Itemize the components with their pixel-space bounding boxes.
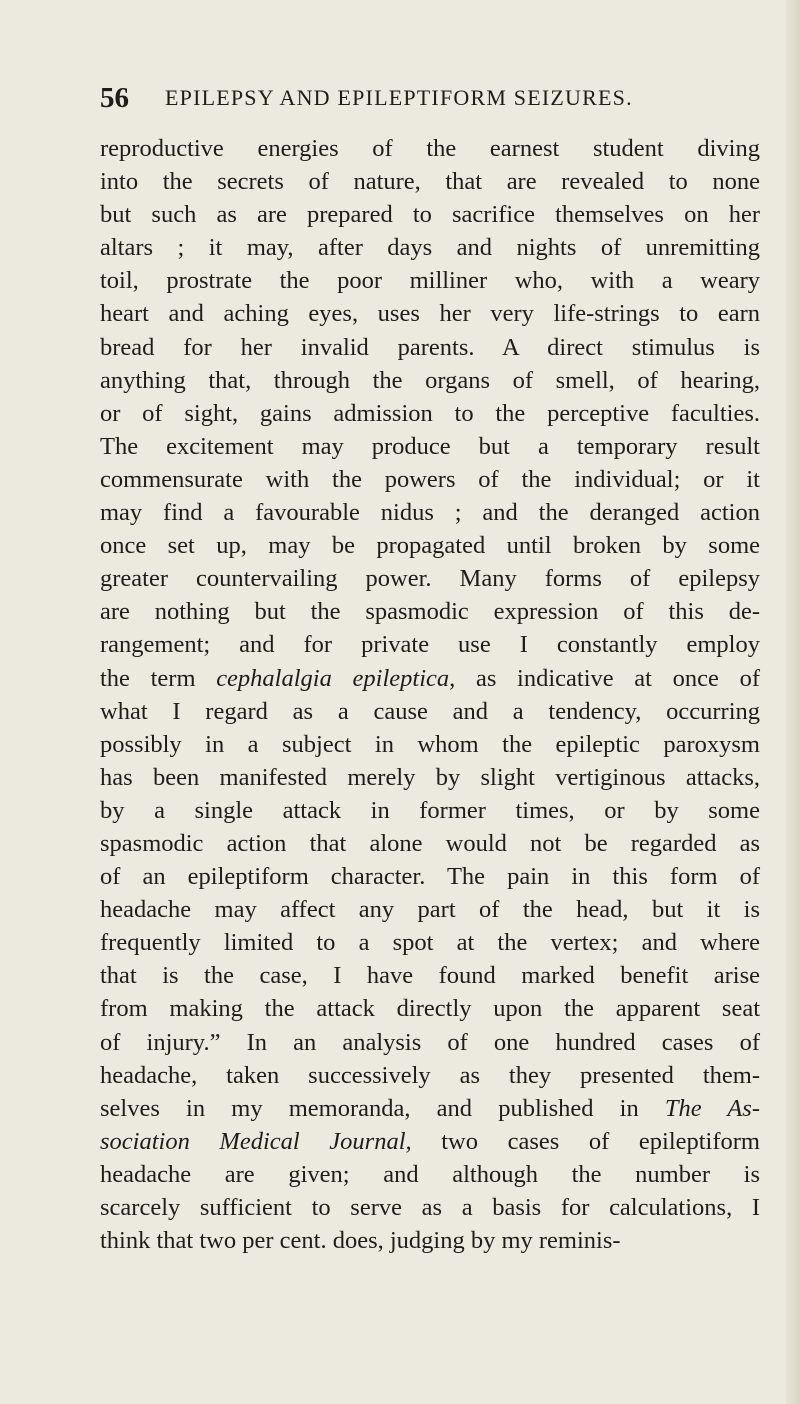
text-line: heart and aching eyes, uses her very life-strings to earn — [100, 300, 760, 328]
text-line — [100, 1092, 760, 1125]
text-line: or of sight, gains admission to the perceptive faculties. — [100, 399, 760, 427]
text-run: selves in my memoranda, and published in — [100, 1094, 665, 1122]
text-line: bread for her invalid parents. A direct stimulus is — [100, 333, 760, 361]
text-line: from making the attack directly upon the apparent seat — [100, 995, 760, 1023]
text-line: headache may affect any part of the head, but it is — [100, 896, 760, 924]
text-line: may find a favourable nidus ; and the deranged action — [100, 499, 760, 527]
text-line — [100, 662, 760, 695]
text-line: greater countervailing power. Many forms of epilepsy — [100, 565, 760, 593]
page-number: 56 — [100, 82, 129, 114]
text-line: but such as are prepared to sacrifice themselves on her — [100, 201, 760, 229]
page-header — [100, 78, 760, 118]
text-line: once set up, may be propagated until broken by some — [100, 532, 760, 560]
text-line: are nothing but the spasmodic expression of this de- — [100, 598, 760, 626]
page-edge — [786, 0, 800, 1404]
text-line: commensurate with the powers of the individual; or it — [100, 465, 760, 493]
text-line: of injury.” In an analysis of one hundred cases of — [100, 1028, 760, 1056]
text-line: what I regard as a cause and a tendency, occurring — [100, 697, 760, 725]
text-line — [100, 1125, 760, 1158]
text-line: The excitement may produce but a temporary result — [100, 432, 760, 460]
text-line: of an epileptiform character. The pain in this form of — [100, 863, 760, 891]
text-line: headache, taken successively as they presented them- — [100, 1061, 760, 1089]
running-head: EPILEPSY AND EPILEPTIFORM SEIZURES. — [165, 85, 633, 110]
text-line: altars ; it may, after days and nights of unremitting — [100, 234, 760, 262]
text-line: scarcely sufficient to serve as a basis for calculations, I — [100, 1194, 760, 1221]
text-line: reproductive energies of the earnest student diving — [100, 135, 760, 162]
italic-journal-title: The As- — [664, 1094, 761, 1122]
text-line: toil, prostrate the poor milliner who, with a weary — [100, 267, 760, 295]
text-line: by a single attack in former times, or by some — [100, 796, 760, 824]
text-line: possibly in a subject in whom the epileptic paroxysm — [100, 730, 760, 758]
text-line: has been manifested merely by slight vertiginous attacks, — [100, 763, 760, 791]
text-line: think that two per cent. does, judging by my reminis- — [100, 1227, 621, 1255]
text-line: headache are given; and although the number is — [100, 1160, 760, 1188]
text-run: two cases of epileptiform — [411, 1127, 760, 1155]
text-line: anything that, through the organs of smell, of hearing, — [100, 366, 760, 394]
italic-journal-title: sociation Medical Journal, — [100, 1127, 412, 1155]
text-line: spasmodic action that alone would not be regarded as — [100, 829, 760, 857]
text-run: the term — [100, 664, 217, 692]
text-run: as indicative at once of — [455, 664, 760, 692]
text-line: frequently limited to a spot at the vertex; and where — [100, 929, 760, 957]
text-line: that is the case, I have found marked benefit arise — [100, 962, 760, 990]
body-text — [100, 132, 760, 1257]
text-line: into the secrets of nature, that are revealed to none — [100, 168, 760, 196]
text-line: rangement; and for private use I constantly employ — [100, 631, 760, 659]
italic-term: cephalalgia epileptica, — [216, 664, 456, 692]
